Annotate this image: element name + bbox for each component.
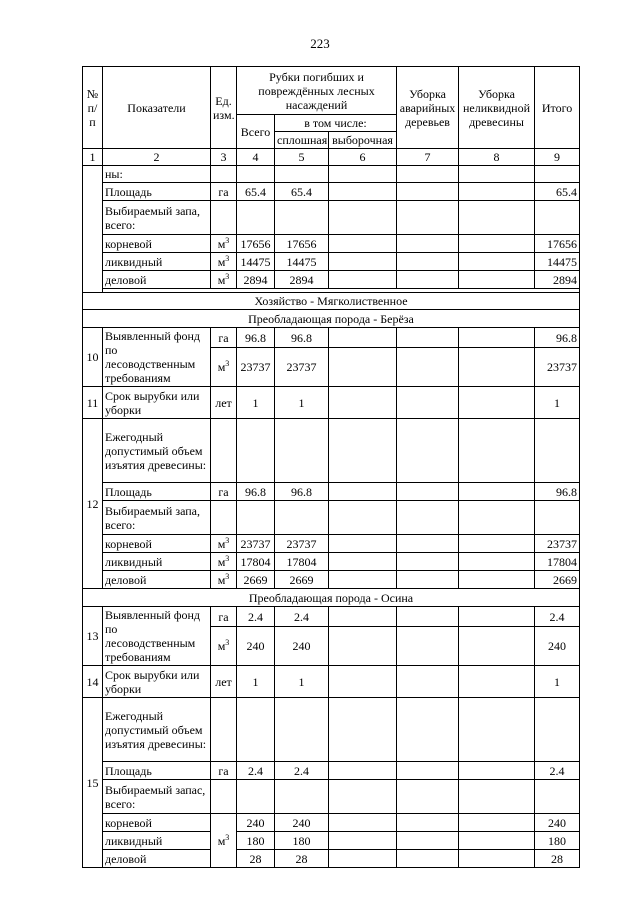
- row-label: ликвидный: [103, 253, 211, 271]
- row-num: 10: [83, 328, 103, 387]
- value-cell: 96.8: [275, 328, 329, 348]
- value-cell: 23737: [535, 535, 580, 553]
- header-nonliquid: Уборка неликвидной древесины: [459, 67, 535, 149]
- colnum: 3: [211, 149, 237, 166]
- value-cell: 1: [275, 666, 329, 698]
- value-cell: 28: [275, 850, 329, 868]
- row-label: Срок вырубки или уборки: [103, 666, 211, 698]
- value-cell: 240: [275, 627, 329, 666]
- value-cell: 240: [237, 627, 275, 666]
- value-cell: 23737: [275, 348, 329, 387]
- row-label: Выявленный фонд по лесоводственным требованиям: [103, 607, 211, 666]
- row-num: 11: [83, 387, 103, 419]
- header-itogo: Итого: [535, 67, 580, 149]
- colnum: 9: [535, 149, 580, 166]
- unit-cell: $м^3$: [211, 271, 237, 289]
- section-farm: Хозяйство - Мягколиственное: [83, 293, 580, 310]
- colnum: 6: [329, 149, 397, 166]
- colnum: 1: [83, 149, 103, 166]
- row-label: Ежегодный допустимый объем изъятия древесины:: [103, 419, 211, 483]
- unit-cell: га: [211, 483, 237, 501]
- row-label: Площадь: [103, 762, 211, 780]
- unit-cell: $м^3$: [211, 253, 237, 271]
- unit-cell: га: [211, 328, 237, 348]
- unit-cell: $м^3$: [211, 235, 237, 253]
- value-cell: 240: [535, 814, 580, 832]
- row-label: Выявленный фонд по лесоводственным требованиям: [103, 328, 211, 387]
- row-label: ны:: [103, 166, 211, 183]
- value-cell: 2894: [535, 271, 580, 289]
- value-cell: 96.8: [237, 483, 275, 501]
- value-cell: 2894: [237, 271, 275, 289]
- value-cell: 23737: [237, 535, 275, 553]
- value-cell: 96.8: [535, 483, 580, 501]
- value-cell: 2.4: [237, 607, 275, 627]
- value-cell: 17656: [535, 235, 580, 253]
- value-cell: 2.4: [275, 762, 329, 780]
- row-label: Выбираемый запа, всего:: [103, 501, 211, 535]
- header-indicators: Показатели: [103, 67, 211, 149]
- unit-cell: $м^3$: [211, 535, 237, 553]
- unit-cell: га: [211, 183, 237, 201]
- header-including: в том числе:: [275, 115, 397, 132]
- value-cell: 14475: [535, 253, 580, 271]
- value-cell: 2.4: [535, 607, 580, 627]
- row-label: Площадь: [103, 183, 211, 201]
- value-cell: 1: [535, 387, 580, 419]
- unit-cell: $м^3$: [211, 627, 237, 666]
- value-cell: 96.8: [275, 483, 329, 501]
- row-label: ликвидный: [103, 553, 211, 571]
- section-aspen: Преобладающая порода - Осина: [83, 589, 580, 607]
- row-label: Срок вырубки или уборки: [103, 387, 211, 419]
- row-num: 14: [83, 666, 103, 698]
- header-felling-group: Рубки погибших и повреждённых лесных насаждений: [237, 67, 397, 115]
- value-cell: 2.4: [275, 607, 329, 627]
- unit-cell: $м^3$: [211, 348, 237, 387]
- value-cell: 65.4: [275, 183, 329, 201]
- value-cell: 2669: [535, 571, 580, 589]
- colnum: 7: [397, 149, 459, 166]
- header-num: № п/п: [83, 67, 103, 149]
- value-cell: 2.4: [237, 762, 275, 780]
- row-label: Выбираемый запас, всего:: [103, 780, 211, 814]
- row-label: деловой: [103, 571, 211, 589]
- row-num: [83, 166, 103, 293]
- row-num: 12: [83, 419, 103, 589]
- header-selective: выборочная: [329, 132, 397, 149]
- value-cell: 23737: [237, 348, 275, 387]
- value-cell: 96.8: [237, 328, 275, 348]
- row-num: 13: [83, 607, 103, 666]
- row-num: 15: [83, 698, 103, 868]
- value-cell: 14475: [275, 253, 329, 271]
- section-birch: Преобладающая порода - Берёза: [83, 310, 580, 328]
- row-label: Ежегодный допустимый объем изъятия древесины:: [103, 698, 211, 762]
- value-cell: 180: [275, 832, 329, 850]
- value-cell: 1: [237, 666, 275, 698]
- header-clear: сплошная: [275, 132, 329, 149]
- colnum: 2: [103, 149, 211, 166]
- value-cell: 96.8: [535, 328, 580, 348]
- felling-table: [82, 66, 580, 868]
- value-cell: 17656: [237, 235, 275, 253]
- value-cell: 17804: [535, 553, 580, 571]
- colnum: 8: [459, 149, 535, 166]
- value-cell: 28: [535, 850, 580, 868]
- row-label: деловой: [103, 271, 211, 289]
- value-cell: 17656: [275, 235, 329, 253]
- value-cell: 65.4: [237, 183, 275, 201]
- value-cell: 23737: [535, 348, 580, 387]
- value-cell: 1: [275, 387, 329, 419]
- unit-cell: $м^3$: [211, 571, 237, 589]
- header-unit: Ед. изм.: [211, 67, 237, 149]
- value-cell: 2669: [275, 571, 329, 589]
- row-label: корневой: [103, 814, 211, 832]
- header-emergency: Уборка аварийных деревьев: [397, 67, 459, 149]
- unit-cell: лет: [211, 387, 237, 419]
- value-cell: 28: [237, 850, 275, 868]
- value-cell: 17804: [275, 553, 329, 571]
- value-cell: 2894: [275, 271, 329, 289]
- row-label: корневой: [103, 235, 211, 253]
- value-cell: 180: [237, 832, 275, 850]
- value-cell: 240: [237, 814, 275, 832]
- unit-cell: $м^3$: [211, 553, 237, 571]
- unit-cell: га: [211, 607, 237, 627]
- value-cell: 240: [275, 814, 329, 832]
- row-label: Площадь: [103, 483, 211, 501]
- value-cell: 65.4: [535, 183, 580, 201]
- header-total: Всего: [237, 115, 275, 149]
- row-label: Выбираемый запа, всего:: [103, 201, 211, 235]
- value-cell: 23737: [275, 535, 329, 553]
- unit-cell: лет: [211, 666, 237, 698]
- value-cell: 2.4: [535, 762, 580, 780]
- value-cell: 180: [535, 832, 580, 850]
- row-label: ликвидный: [103, 832, 211, 850]
- row-label: корневой: [103, 535, 211, 553]
- value-cell: 1: [237, 387, 275, 419]
- value-cell: 2669: [237, 571, 275, 589]
- value-cell: 240: [535, 627, 580, 666]
- value-cell: 1: [535, 666, 580, 698]
- unit-cell: $м^3$: [211, 814, 237, 868]
- page-number: 223: [310, 36, 330, 51]
- value-cell: 17804: [237, 553, 275, 571]
- row-label: деловой: [103, 850, 211, 868]
- unit-cell: га: [211, 762, 237, 780]
- colnum: 5: [275, 149, 329, 166]
- value-cell: 14475: [237, 253, 275, 271]
- colnum: 4: [237, 149, 275, 166]
